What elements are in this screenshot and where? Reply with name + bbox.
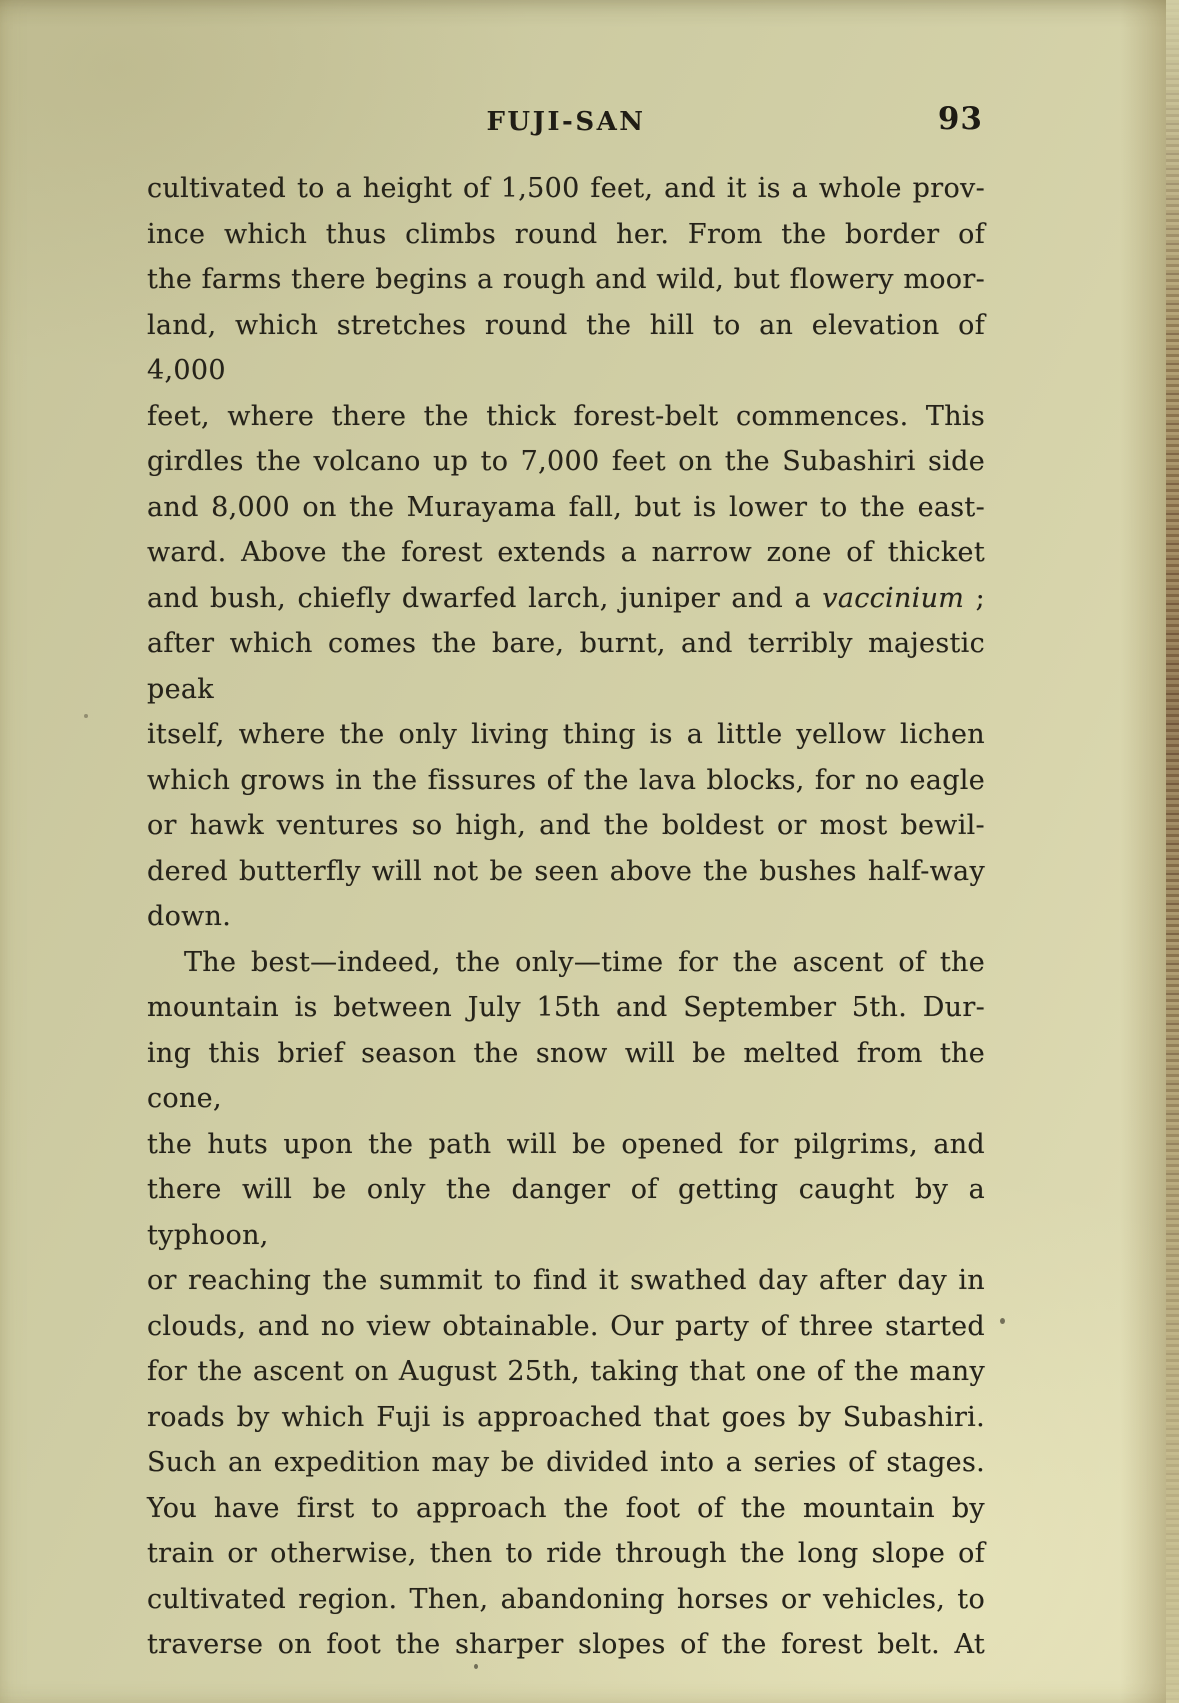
body-line: Such an expedition may be divided into a series of stages. — [147, 1447, 985, 1478]
body-line: feet, where there the thick forest-belt commences. This — [147, 400, 985, 432]
body-line: itself, where the only living thing is a little yellow lichen — [147, 719, 985, 750]
page-edge-shadow — [1120, 0, 1166, 1703]
ink-speck — [474, 1664, 478, 1669]
body-line: or reaching the summit to find it swathed day after day in — [147, 1265, 985, 1296]
body-line: or hawk ventures so high, and the boldest or most bewil- — [147, 810, 985, 841]
body-line: dered butterfly will not be seen above the bushes half-way — [147, 855, 985, 887]
body-line: ward. Above the forest extends a narrow zone of thicket — [147, 537, 985, 568]
body-line: the huts upon the path will be opened for pilgrims, and — [147, 1128, 985, 1160]
paragraph-first-line: The best—indeed, the only—time for the ascent of the — [184, 946, 985, 978]
paragraph-end-line: down. — [147, 901, 232, 932]
book-fore-edge-pages — [1166, 0, 1179, 1703]
body-line: ince which thus climbs round her. From the border of — [147, 218, 985, 250]
line-text: ; — [964, 582, 985, 614]
body-line: traverse on foot the sharper slopes of the forest belt. At — [147, 1629, 985, 1660]
body-line: after which comes the bare, burnt, and terribly majestic peak — [147, 628, 985, 705]
body-line: and 8,000 on the Murayama fall, but is lower to the east- — [147, 491, 985, 523]
body-line: the farms there begins a rough and wild, but flowery moor- — [147, 264, 985, 295]
body-line: girdles the volcano up to 7,000 feet on the Subashiri side — [147, 446, 985, 477]
body-line: cultivated to a height of 1,500 feet, and it is a whole prov- — [147, 173, 985, 204]
running-header — [147, 101, 985, 143]
body-line: mountain is between July 15th and September 5th. Dur- — [147, 992, 985, 1023]
page-header-title: FUJI-SAN — [486, 107, 646, 137]
ink-speck — [84, 714, 88, 718]
body-text-block — [147, 166, 985, 1668]
body-line: which grows in the fissures of the lava blocks, for no eagle — [147, 764, 985, 796]
body-line: clouds, and no view obtainable. Our party of three started — [147, 1310, 985, 1342]
body-line: You have first to approach the foot of the mountain by — [147, 1492, 985, 1524]
body-line: there will be only the danger of getting caught by a typhoon, — [147, 1174, 985, 1251]
ink-speck — [1000, 1318, 1005, 1324]
italic-species-name: vaccinium — [822, 582, 965, 614]
body-line-with-italic — [147, 576, 985, 622]
body-line: cultivated region. Then, abandoning horses or vehicles, to — [147, 1583, 985, 1615]
page-number: 93 — [937, 101, 983, 137]
body-line: train or otherwise, then to ride through the long slope of — [147, 1538, 985, 1569]
body-line: land, which stretches round the hill to an elevation of 4,000 — [147, 309, 985, 386]
body-line: for the ascent on August 25th, taking that one of the many — [147, 1356, 985, 1387]
body-line: roads by which Fuji is approached that goes by Subashiri. — [147, 1401, 985, 1433]
line-text: and bush, chiefly dwarfed larch, juniper and a — [147, 582, 823, 614]
body-line: ing this brief season the snow will be melted from the cone, — [147, 1037, 985, 1114]
